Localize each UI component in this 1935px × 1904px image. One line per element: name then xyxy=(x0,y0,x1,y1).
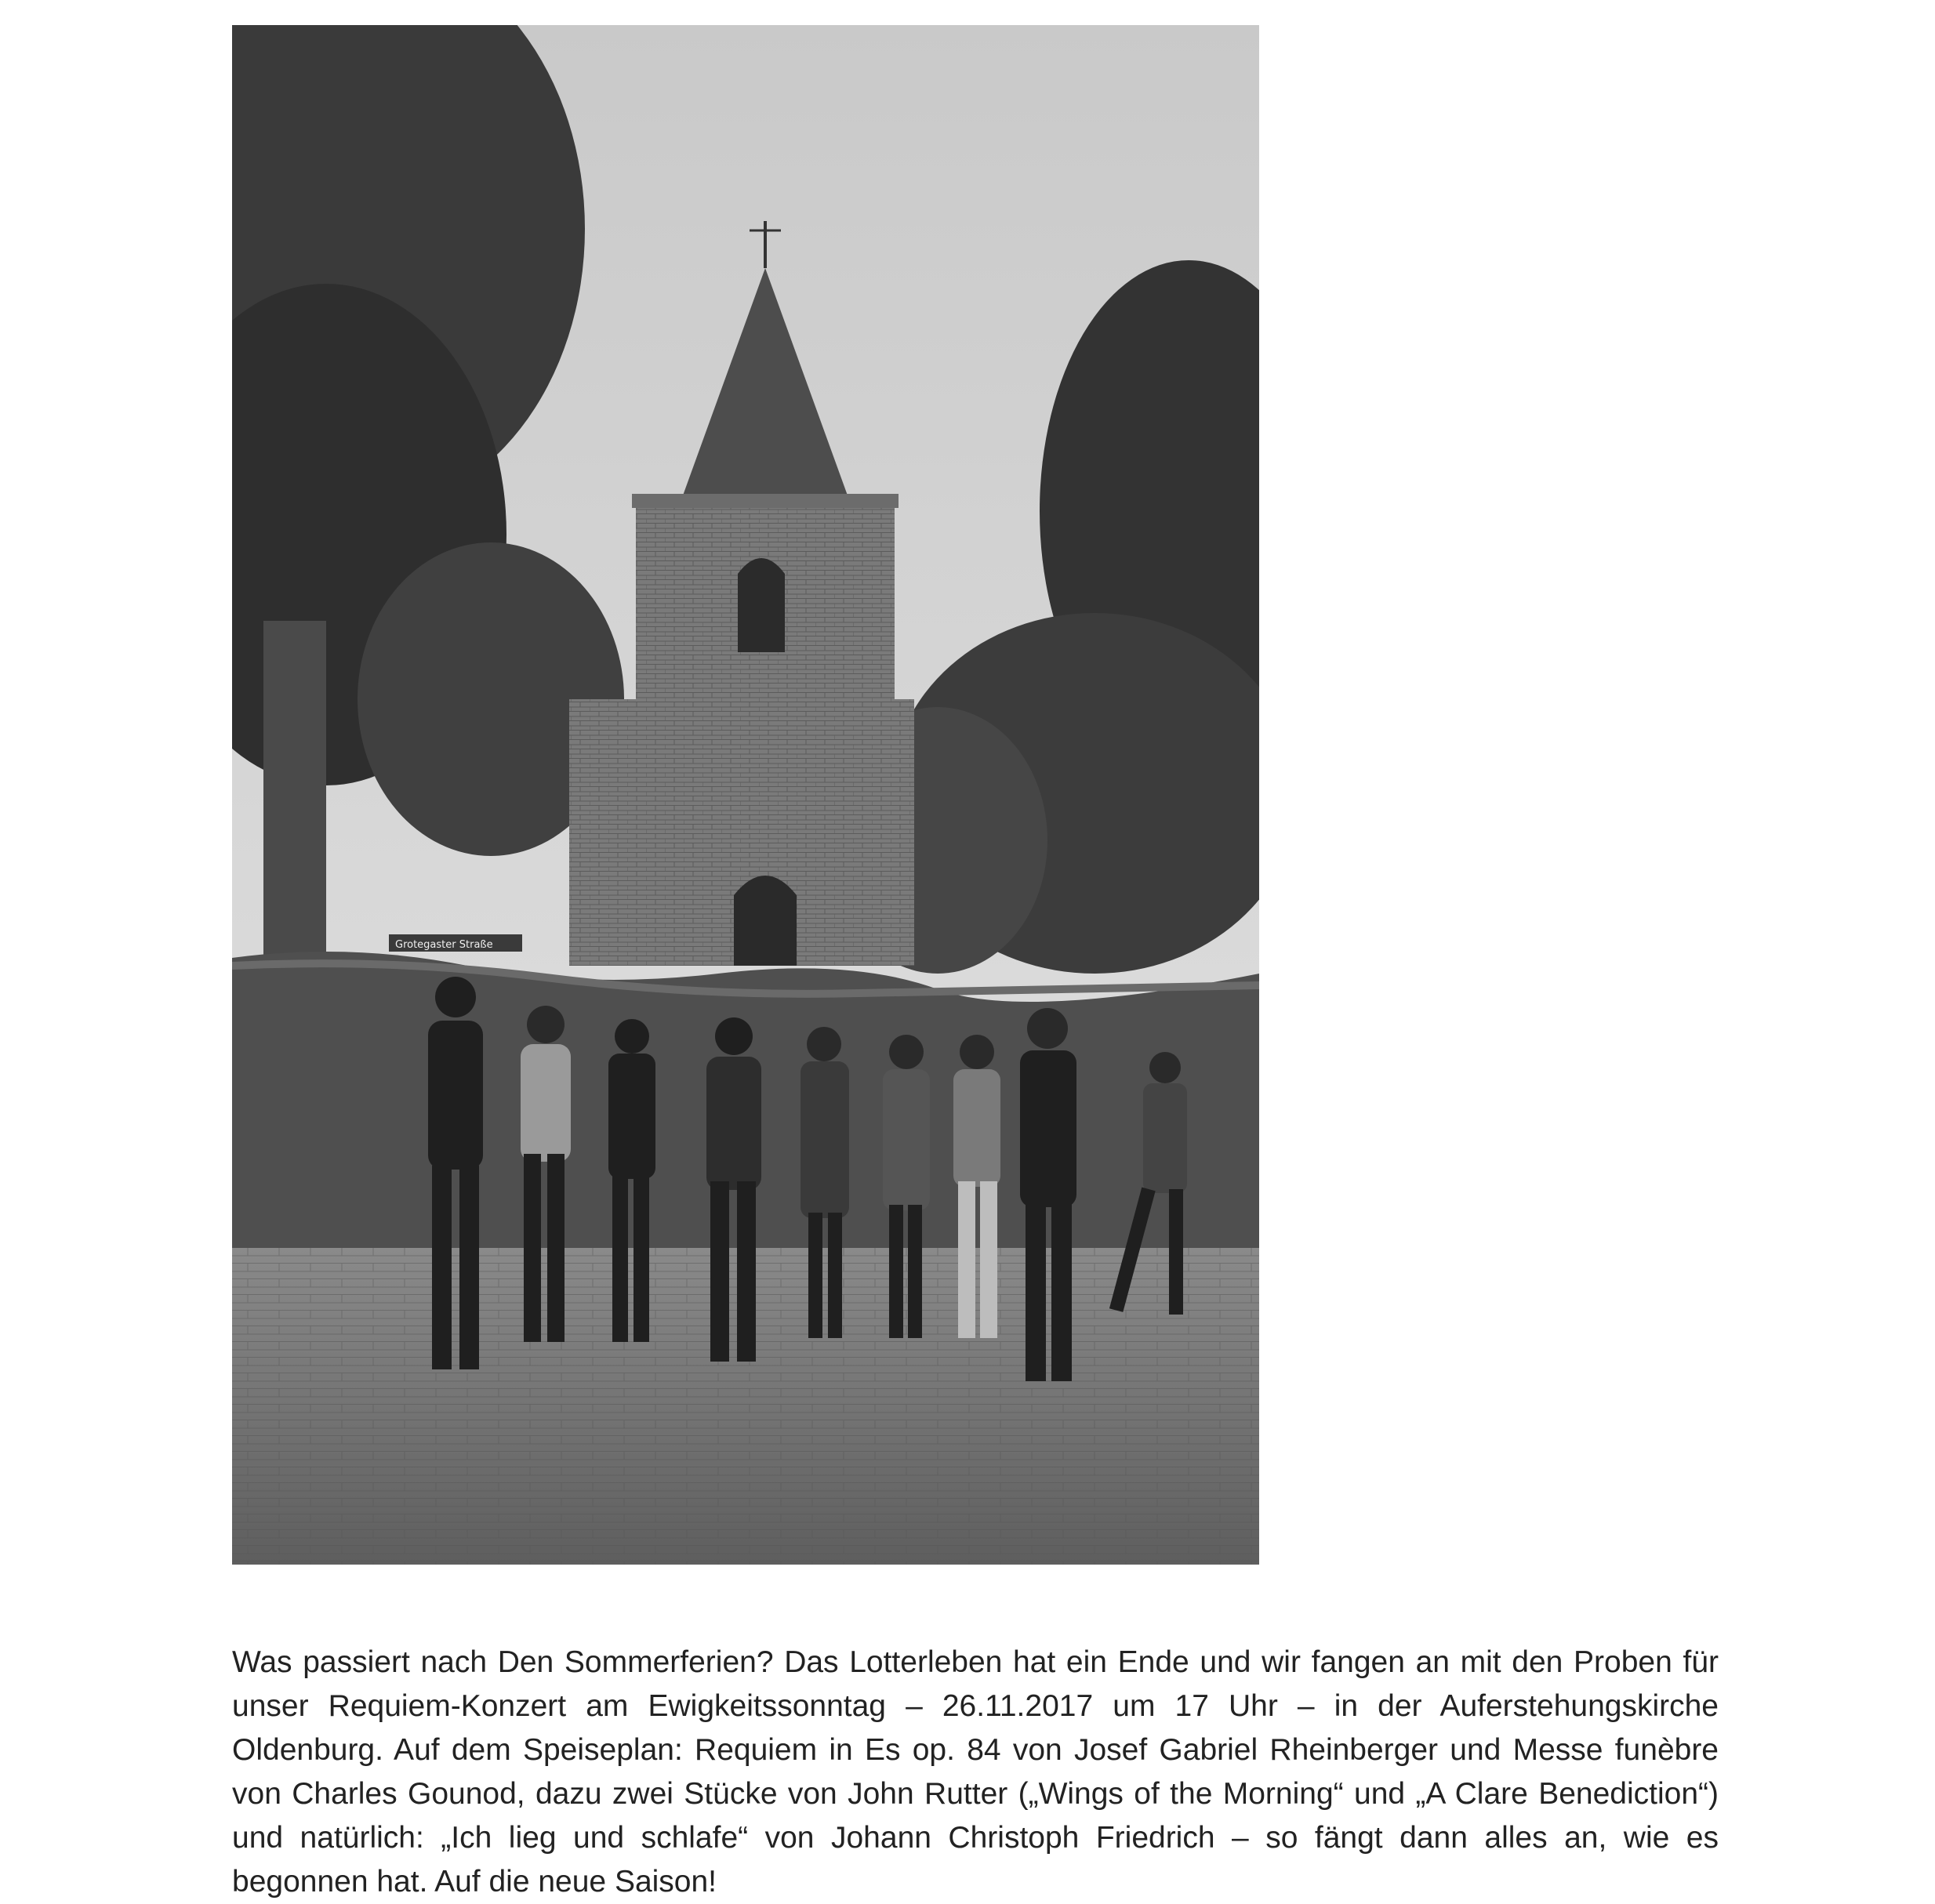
street-sign xyxy=(389,934,522,952)
street-sign-text: Grotegaster Straße xyxy=(395,939,493,951)
church-group-photo xyxy=(232,25,1259,1565)
caption-paragraph: Was passiert nach Den Sommerferien? Das Lotterleben hat ein Ende und wir fangen an mit den Proben für unser Requiem-Konzert am Ewigkeitssonntag – 26.11.2017 um 17 Uhr – in der Auferstehungskirche Oldenburg. Auf dem Speiseplan: Requiem in Es op. 84 von Josef Gabriel Rheinberger und Messe funèbre von Charles Gounod, dazu zwei Stücke von John Rutter („Wings of the Morning“ und „A Clare Benediction“) und natürlich: „Ich lieg und schlafe“ von Johann Christoph Friedrich – so fängt dann alles an, wie es begonnen hat. Auf die neue Saison! xyxy=(232,1645,1719,1899)
church-photo-illustration xyxy=(232,25,1259,1565)
